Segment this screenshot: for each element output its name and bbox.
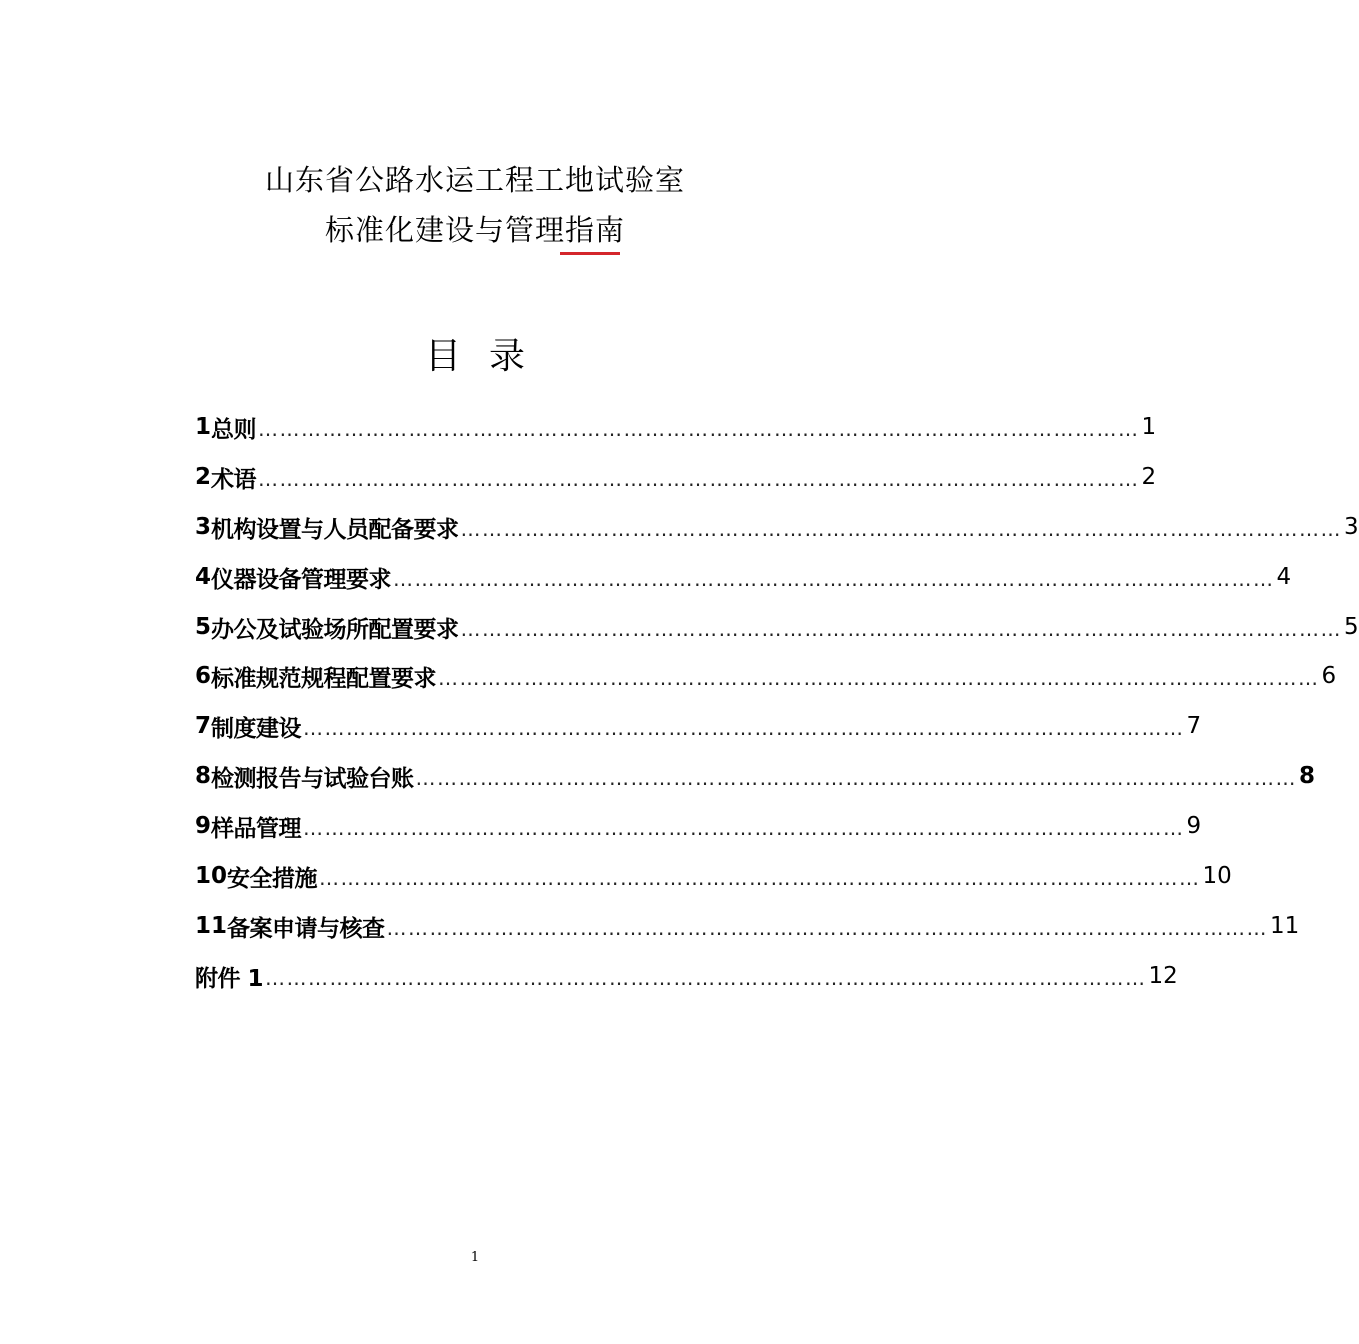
toc-entry-label: 检测报告与试验台账 xyxy=(211,765,414,792)
toc-entry-label: 安全措施 xyxy=(227,865,318,892)
toc-entry-page: 10 xyxy=(1202,863,1232,889)
toc-entry-number: 2 xyxy=(195,464,212,490)
toc-entry-7[interactable] xyxy=(195,710,1202,742)
toc-entry-appendix-1[interactable] xyxy=(195,960,1178,992)
page-number: 1 xyxy=(470,1250,480,1265)
toc-entry-page: 5 xyxy=(1344,614,1359,640)
toc-entry-8[interactable] xyxy=(195,760,1316,792)
document-title-line-2: 标准化建设与管理指南 xyxy=(324,213,625,247)
toc-entry-number: 9 xyxy=(195,813,212,839)
toc-entry-label: 机构设置与人员配备要求 xyxy=(211,516,459,543)
toc-dot-leader: …………………………………………………………………………………………………………… xyxy=(438,666,1320,690)
toc-entry-1[interactable] xyxy=(195,411,1157,443)
toc-dot-leader: …………………………………………………………………………………………………………… xyxy=(460,617,1343,641)
toc-entry-6[interactable] xyxy=(195,660,1337,692)
toc-entry-page: 12 xyxy=(1148,963,1178,989)
toc-entry-page: 1 xyxy=(1141,414,1157,440)
toc-entry-10[interactable] xyxy=(195,860,1232,892)
toc-entry-label: 制度建设 xyxy=(211,715,302,742)
toc-entry-page: 9 xyxy=(1186,813,1202,839)
toc-entry-9[interactable] xyxy=(195,810,1202,842)
toc-entry-label: 仪器设备管理要求 xyxy=(211,566,392,593)
toc-entry-number: 7 xyxy=(195,713,212,739)
toc-entry-label: 办公及试验场所配置要求 xyxy=(211,616,459,643)
toc-heading: 目录 xyxy=(424,336,553,377)
toc-entry-4[interactable] xyxy=(195,561,1292,593)
toc-entry-label: 备案申请与核查 xyxy=(227,915,385,942)
toc-entry-5[interactable] xyxy=(195,611,1359,643)
toc-entry-11[interactable] xyxy=(195,910,1300,942)
toc-entry-2[interactable] xyxy=(195,461,1157,493)
toc-entry-label: 术语 xyxy=(211,466,257,493)
toc-entry-number: 1 xyxy=(195,414,212,440)
toc-entry-page: 2 xyxy=(1141,464,1157,490)
toc-dot-leader: …………………………………………………………………………………………………………… xyxy=(258,417,1140,441)
toc-entry-number: 11 xyxy=(195,913,228,939)
toc-entry-number: 10 xyxy=(195,863,228,889)
toc-entry-number: 6 xyxy=(195,663,212,689)
toc-entry-page: 4 xyxy=(1276,564,1292,590)
toc-entry-page: 6 xyxy=(1321,663,1337,689)
toc-dot-leader: …………………………………………………………………………………………………………… xyxy=(303,716,1185,740)
toc-dot-leader: …………………………………………………………………………………………………………… xyxy=(460,517,1343,541)
toc-entry-page: 11 xyxy=(1270,913,1300,939)
toc-dot-leader: …………………………………………………………………………………………………………… xyxy=(303,816,1185,840)
toc-dot-leader: …………………………………………………………………………………………………………… xyxy=(258,467,1140,491)
toc-entry-label: 总则 xyxy=(211,416,257,443)
toc-dot-leader: …………………………………………………………………………………………………………… xyxy=(415,766,1298,790)
toc-dot-leader: …………………………………………………………………………………………………………… xyxy=(386,916,1269,940)
toc-dot-leader: …………………………………………………………………………………………………………… xyxy=(319,866,1201,890)
toc-entry-page: 7 xyxy=(1186,713,1202,739)
toc-entry-label: 标准规范规程配置要求 xyxy=(211,665,437,692)
document-title-line-1: 山东省公路水运工程工地试验室 xyxy=(264,163,685,197)
toc-entry-page: 8 xyxy=(1299,763,1316,789)
toc-entry-label: 附件 1 xyxy=(195,965,264,992)
toc-dot-leader: …………………………………………………………………………………………………………… xyxy=(265,966,1147,990)
toc-entry-number: 3 xyxy=(195,514,212,540)
toc-entry-number: 5 xyxy=(195,614,212,640)
toc-entry-label: 样品管理 xyxy=(211,815,302,842)
toc-entry-number: 4 xyxy=(195,564,212,590)
toc-entry-number: 8 xyxy=(195,763,212,789)
toc-dot-leader: …………………………………………………………………………………………………………… xyxy=(393,567,1275,591)
toc-entry-page: 3 xyxy=(1344,514,1359,540)
toc-entry-3[interactable] xyxy=(195,511,1359,543)
